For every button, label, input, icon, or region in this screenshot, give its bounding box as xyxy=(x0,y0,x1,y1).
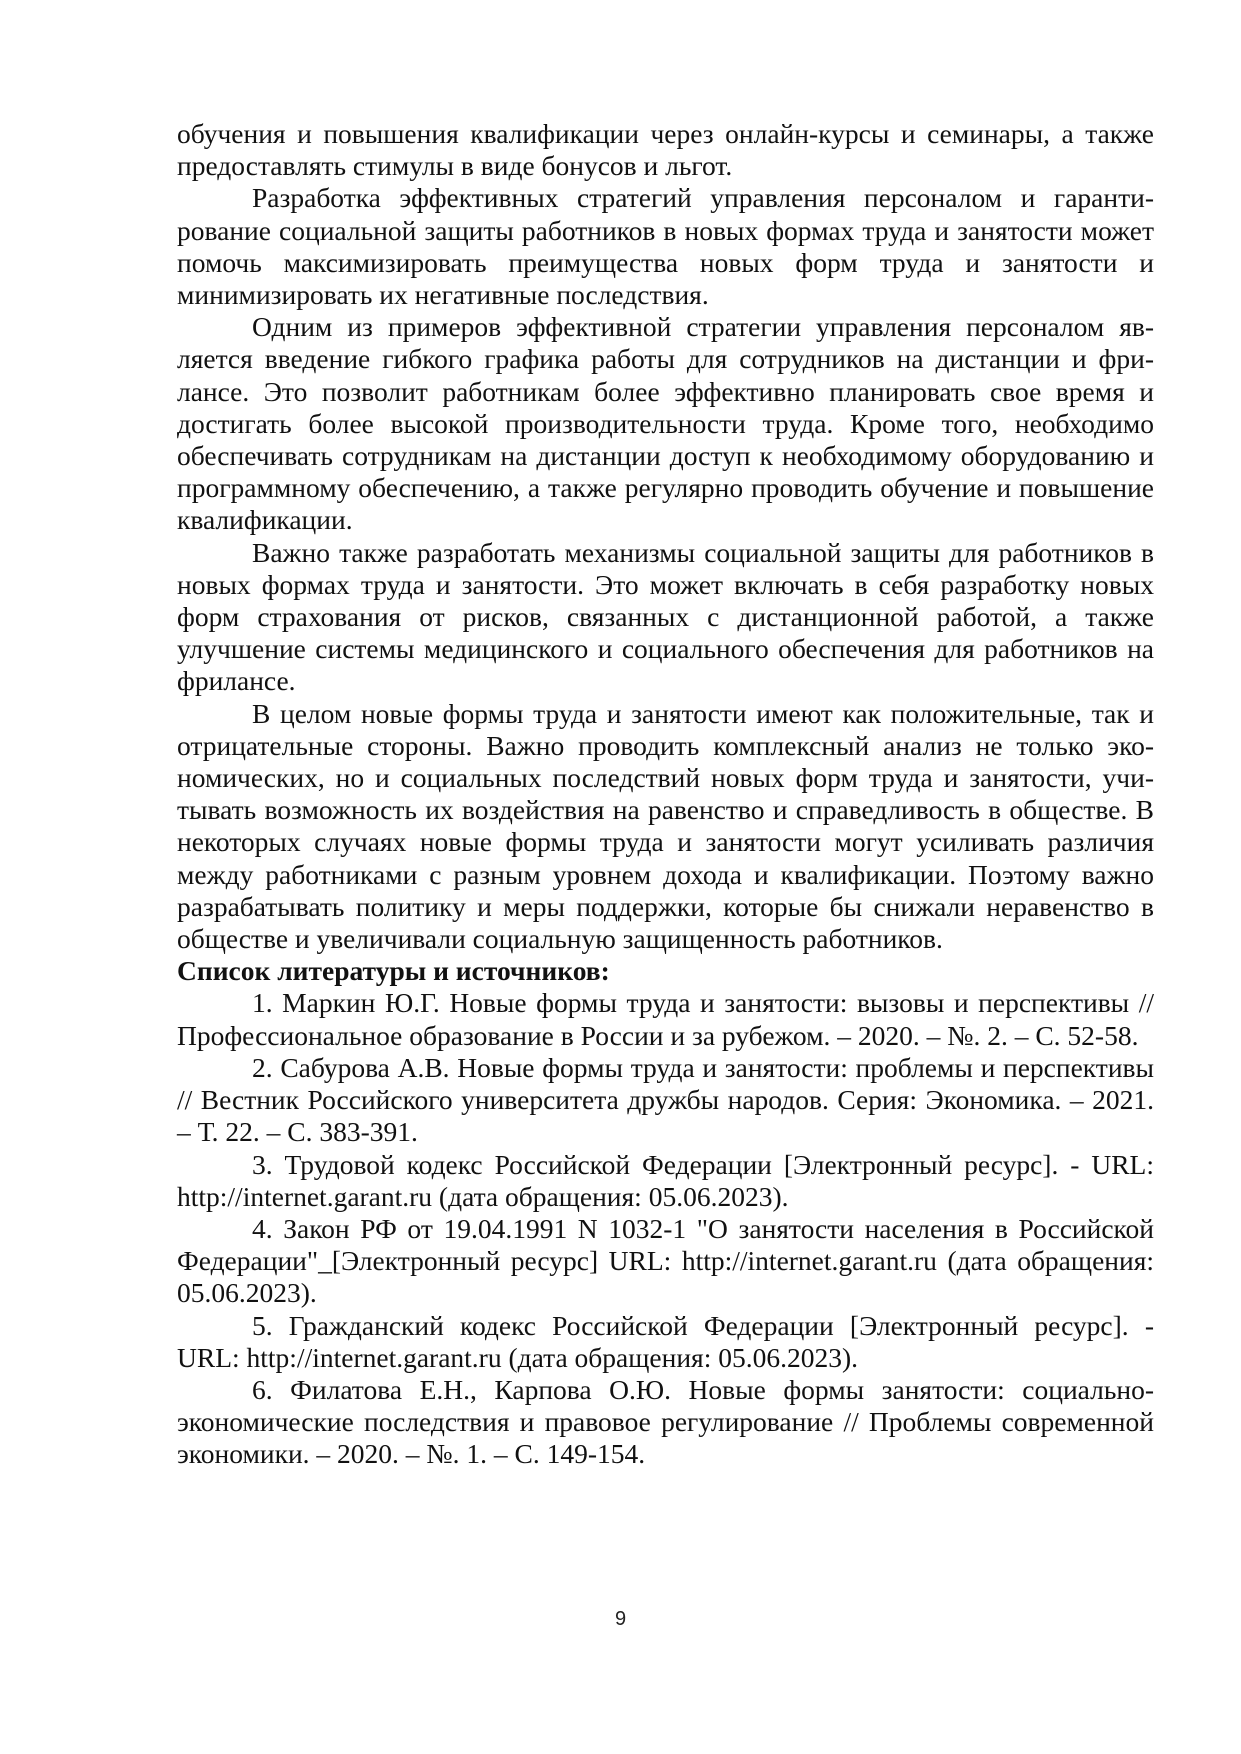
reference-text: Маркин Ю.Г. Новые формы труда и занятости: вызовы и перспективы // Профессиональное образование в России и за рубежом. – 2020. – №. 2. – С. 52-58. xyxy=(177,987,1154,1051)
reference-item xyxy=(177,1149,1154,1213)
reference-text: Закон РФ от 19.04.1991 N 1032-1 "О занятости населения в Российской Федерации"_[Электронный ресурс] URL: http://internet.garant.ru (дата обращения: 05.06.2023). xyxy=(177,1212,1154,1309)
reference-item xyxy=(177,987,1154,1051)
reference-number: 4. xyxy=(252,1212,273,1244)
reference-text: Сабурова А.В. Новые формы труда и занятости: проблемы и перспективы // Вестник Российского университета дружбы народов. Серия: Экономика. – 2021. – Т. 22. – С. 383-391. xyxy=(177,1051,1154,1148)
reference-number: 6. xyxy=(252,1373,273,1405)
reference-item xyxy=(177,1213,1154,1310)
body-paragraph: Разработка эффективных стратегий управления персоналом и гарантирование социальной защиты работников в новых формах труда и занятости может помочь максимизировать преимущества новых форм труда и занятости и минимизировать их негативные последствия. xyxy=(177,182,1154,311)
reference-number: 5. xyxy=(252,1309,273,1341)
page-number: 9 xyxy=(614,1608,627,1630)
document-page xyxy=(177,118,1154,1471)
reference-item xyxy=(177,1052,1154,1149)
references-heading: Список литературы и источников: xyxy=(177,955,610,987)
reference-text: Филатова Е.Н., Карпова О.Ю. Новые формы занятости: социально-экономические последствия и правовое регулирование // Проблемы современной экономики. – 2020. – №. 1. – С. 149-154. xyxy=(177,1373,1154,1470)
reference-text: Гражданский кодекс Российской Федерации [Электронный ресурс]. - URL: http://internet.garant.ru (дата обращения: 05.06.2023). xyxy=(177,1309,1154,1373)
reference-number: 2. xyxy=(252,1051,273,1083)
reference-item xyxy=(177,1310,1154,1374)
body-paragraph: обучения и повышения квалификации через онлайн-курсы и семинары, а также предоставлять стимулы в виде бонусов и льгот. xyxy=(177,118,1154,182)
body-paragraph: В целом новые формы труда и занятости имеют как положительные, так и отрицательные стороны. Важно проводить комплексный анализ не только экономических, но и социальных последствий новых форм труда и занятости, учитывать возможность их воздействия на равенство и справедливость в обществе. В некоторых случаях новые формы труда и занятости могут усиливать различия между работниками с разным уровнем дохода и квалификации. Поэтому важно разрабатывать политику и меры поддержки, которые бы снижали неравенство в обществе и увеличивали социальную защищенность работников. xyxy=(177,697,1154,955)
reference-item xyxy=(177,1374,1154,1471)
reference-number: 1. xyxy=(252,987,273,1019)
body-paragraph: Одним из примеров эффективной стратегии управления персоналом является введение гибкого графика работы для сотрудников на дистанции и фрилансе. Это позволит работникам более эффективно планировать свое время и достигать более высокой производительности труда. Кроме того, необходимо обеспечивать сотрудникам на дистанции доступ к необходимому оборудованию и программному обеспечению, а также регулярно проводить обучение и повышение квалификации. xyxy=(177,311,1154,536)
reference-text: Трудовой кодекс Российской Федерации [Электронный ресурс]. - URL: http://internet.garant.ru (дата обращения: 05.06.2023). xyxy=(177,1148,1154,1212)
body-paragraph: Важно также разработать механизмы социальной защиты для работников в новых формах труда и занятости. Это может включать в себя разработку новых форм страхования от рисков, связанных с дистанционной работой, а также улучшение системы медицинского и социального обеспечения для работников на фрилансе. xyxy=(177,536,1154,697)
reference-number: 3. xyxy=(252,1148,273,1180)
